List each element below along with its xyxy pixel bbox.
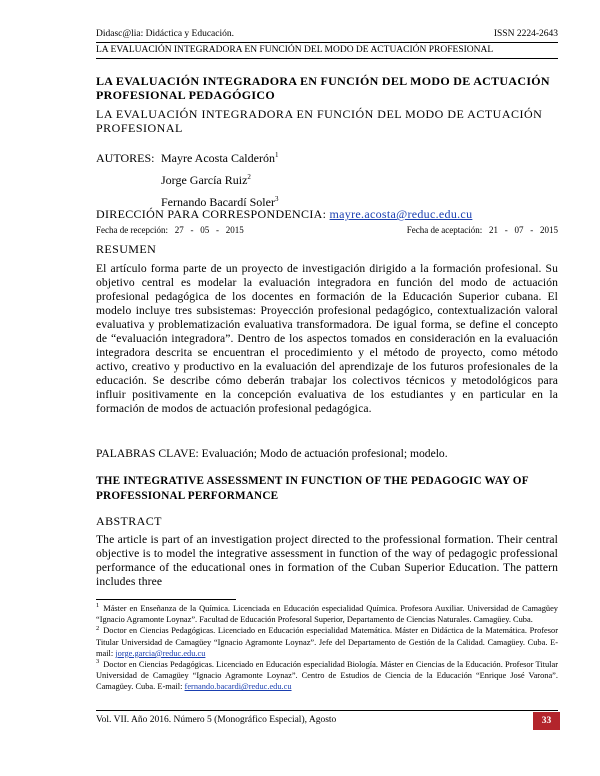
resumen-text: El artículo forma parte de un proyecto de investigación dirigido a la formación profesional. Su objetivo central es modelar la evaluación integradora en función del modo de actuación profesional pedagógica de los docentes en formación de la Educación Superior cubana. El modelo incluye tres subsistemas: Proyección profesional pedagógico, contextualización valoral evaluativa y problematización evaluativa transformadora. De igual forma, se define el concepto de “evaluación integradora”. Dentro de los aspectos tomados en consideración en la evaluación integradora descrita se encuentran el procedimiento y el método de proyecto, como método activo, creativo y productivo en la evaluación del aprendizaje de los futuros profesionales de la educación. Se describe cómo deberán trabajar los colectivos técnicos y metodológicos para influir positivamente en la concepción evaluativa de los estudiantes y en particular en la formación de modos de actuación profesional pedagógica. [96,262,558,415]
author-name: Mayre Acosta Calderón$^1$ [161,151,279,165]
author-name: Jorge García Ruiz$^2$ [161,173,251,187]
footnote: $^1$ Máster en Enseñanza de la Química. Licenciada en Educación especialidad Química. Profesora Auxiliar. Universidad de Camagüey “Ignacio Agramonte Loynaz”. Facultad de Educación Profesoral Superior, Departamento de Ciencias Naturales. Camagüey. Cuba. [96,602,558,625]
authors-block [96,147,278,213]
english-title: THE INTEGRATIVE ASSESSMENT IN FUNCTION OF THE PEDAGOGIC WAY OF PROFESSIONAL PERFORMANCE [96,475,529,502]
abstract-text: The article is part of an investigation project directed to the professional formation. Their central objective is to model the integrative assessment in function of the way of pedagogic professional performance of the educational ones in formation of the Cuban Superior Education. The pattern includes three [96,533,558,588]
issn: ISSN 2224-2643 [493,29,558,39]
footnotes [96,603,558,693]
accepted-date: Fecha de aceptación: 21 - 07 - 2015 [406,225,558,235]
footnote-email-link[interactable]: jorge.garcia@reduc.edu.cu [115,648,206,658]
authors-label: AUTORES: [96,151,155,165]
page-header [96,29,558,39]
dates-row [96,225,558,235]
keywords: PALABRAS CLAVE: Evaluación; Modo de actuación profesional; modelo. [96,447,448,460]
running-title: LA EVALUACIÓN INTEGRADORA EN FUNCIÓN DEL MODO DE ACTUACIÓN PROFESIONAL [96,45,494,55]
footnote-rule [96,599,236,600]
footer-rule [96,710,558,711]
header-rule-bottom [96,58,558,59]
correspondence-label: DIRECCIÓN PARA CORRESPONDENCIA: [96,207,327,221]
footnote-ref[interactable]: 3 [274,195,279,203]
correspondence-email-link[interactable]: mayre.acosta@reduc.edu.cu [329,207,473,221]
footnote-email-link[interactable]: fernando.bacardi@reduc.edu.cu [184,682,292,692]
page-footer: Vol. VII. Año 2016. Número 5 (Monográfico Especial), Agosto [96,715,337,725]
abstract-heading: ABSTRACT [96,514,162,528]
page-number: 33 [533,712,560,730]
footnote: $^3$ Doctor en Ciencias Pedagógicas. Licenciado en Educación especialidad Biología. Máster en Ciencias de la Educación. Profesor Titular Universidad de Camagüey “Ignacio Agramonte Loynaz”. Centro de Estudios de Ciencia de la Educación “Enrique José Varona”. Camagüey. Cuba. E-mail: fernando.bacardi@reduc.edu.cu [96,658,558,692]
author-name: Fernando Bacardí Soler$^3$ [161,195,279,209]
article-title: LA EVALUACIÓN INTEGRADORA EN FUNCIÓN DEL MODO DE ACTUACIÓN PROFESIONAL PEDAGÓGICO [96,74,550,102]
article-subtitle: LA EVALUACIÓN INTEGRADORA EN FUNCIÓN DEL MODO DE ACTUACIÓN PROFESIONAL [96,107,543,135]
footnote-ref[interactable]: 1 [274,151,279,159]
received-date: Fecha de recepción: 27 - 05 - 2015 [96,225,244,235]
correspondence [96,207,472,222]
resumen-heading: RESUMEN [96,242,157,256]
footnote: $^2$ Doctor en Ciencias Pedagógicas. Licenciado en Educación especialidad Matemática. Máster en Didáctica de la Matemática. Profesor Titular Universidad de Camagüey “Ignacio Agramonte Loynaz”. Jefe del Departamento de Gestión de la Calidad. Camagüey. Cuba. E-mail: jorge.garcia@reduc.edu.cu [96,624,558,658]
header-rule [96,42,558,43]
journal-name: Didasc@lia: Didáctica y Educación. [96,29,235,39]
footnote-ref[interactable]: 2 [247,173,251,181]
